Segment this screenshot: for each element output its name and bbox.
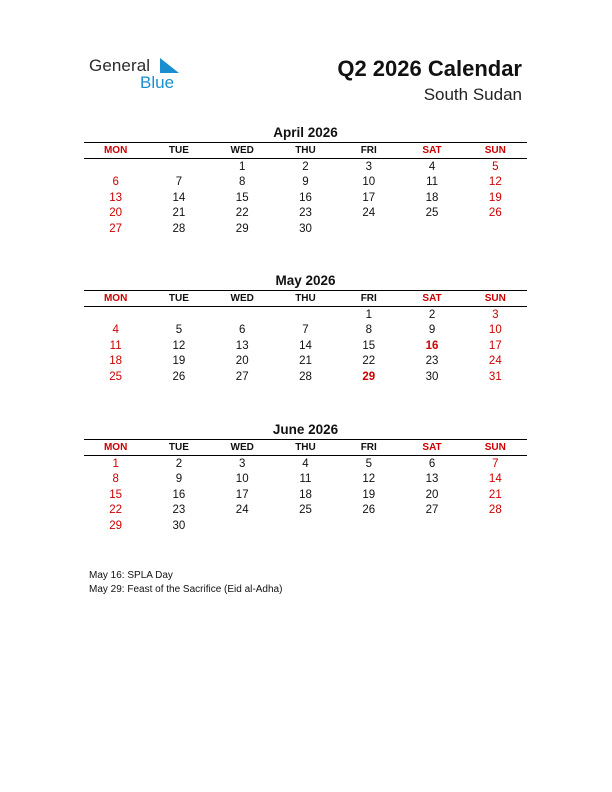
day-cell: 13 xyxy=(109,191,123,204)
day-cell: 2 xyxy=(428,308,436,321)
day-cell: 30 xyxy=(299,222,312,235)
day-cell: 7 xyxy=(492,457,499,470)
day-cell: 7 xyxy=(175,176,183,189)
day-cell: 11 xyxy=(426,176,439,189)
day-cell: 16 xyxy=(172,488,186,501)
month-block xyxy=(84,124,527,237)
week-row xyxy=(84,503,527,519)
week-row xyxy=(84,190,527,206)
day-cell: 23 xyxy=(172,504,186,517)
weekday-header: SUN xyxy=(484,442,506,453)
day-cell: 20 xyxy=(235,355,249,368)
weekday-header: FRI xyxy=(360,293,377,304)
day-cell: 14 xyxy=(299,339,312,352)
day-cell: 28 xyxy=(172,222,186,235)
weekday-header: WED xyxy=(230,145,254,156)
day-cell: 28 xyxy=(299,370,312,383)
weekday-header: TUE xyxy=(168,442,189,453)
day-cell: 21 xyxy=(299,355,312,368)
weekday-header: WED xyxy=(230,293,254,304)
page-title: Q2 2026 Calendar xyxy=(337,56,522,81)
day-cell: 21 xyxy=(172,207,186,220)
day-cell: 30 xyxy=(172,519,186,532)
weekday-header: SAT xyxy=(422,293,442,304)
day-cell: 15 xyxy=(235,191,249,204)
day-cell: 17 xyxy=(235,488,249,501)
weekday-header: THU xyxy=(295,145,316,156)
weekday-header: SAT xyxy=(422,145,442,156)
day-cell: 6 xyxy=(239,324,246,337)
weekday-header: WED xyxy=(230,442,254,453)
day-cell: 18 xyxy=(299,488,312,501)
day-cell: 1 xyxy=(112,457,119,470)
month-title: April 2026 xyxy=(273,125,338,140)
day-cell: 26 xyxy=(362,504,376,517)
day-cell: 7 xyxy=(302,324,309,337)
day-cell: 5 xyxy=(365,457,372,470)
day-cell: 18 xyxy=(425,191,439,204)
day-cell: 12 xyxy=(172,339,186,352)
day-cell: 22 xyxy=(362,355,376,368)
week-row xyxy=(84,206,527,222)
day-cell: 14 xyxy=(172,191,186,204)
day-cell: 12 xyxy=(488,176,502,189)
weekday-header: SUN xyxy=(484,293,506,304)
logo-word-general: General xyxy=(89,56,151,75)
day-cell: 4 xyxy=(112,324,119,337)
day-cell: 9 xyxy=(302,176,309,189)
week-row xyxy=(84,159,527,175)
week-row xyxy=(84,518,527,534)
day-cell: 22 xyxy=(109,504,123,517)
week-row xyxy=(84,323,527,339)
holiday-note: May 16: SPLA Day xyxy=(89,570,173,581)
weekday-header: THU xyxy=(295,442,316,453)
day-cell: 8 xyxy=(239,176,246,189)
month-block xyxy=(84,272,527,385)
day-cell: 10 xyxy=(362,176,376,189)
day-cell: 5 xyxy=(175,324,183,337)
weekday-header-row xyxy=(84,439,527,456)
day-cell: 30 xyxy=(425,370,439,383)
day-cell: 29 xyxy=(109,519,123,532)
day-cell: 27 xyxy=(425,504,439,517)
day-cell: 11 xyxy=(299,473,312,486)
day-cell: 26 xyxy=(488,207,502,220)
holiday-note: May 29: Feast of the Sacrifice (Eid al-Adha) xyxy=(89,584,283,595)
day-cell: 8 xyxy=(365,324,372,337)
day-cell: 15 xyxy=(362,339,376,352)
day-cell: 29 xyxy=(362,370,376,383)
day-cell: 13 xyxy=(235,339,249,352)
generalblue-logo xyxy=(89,56,189,96)
day-cell: 1 xyxy=(239,160,246,173)
day-cell: 3 xyxy=(239,457,246,470)
day-cell: 4 xyxy=(428,160,436,173)
weekday-header: SUN xyxy=(484,145,506,156)
day-cell: 15 xyxy=(109,488,123,501)
logo-word-blue: Blue xyxy=(140,73,175,92)
page-subtitle: South Sudan xyxy=(423,85,522,104)
day-cell: 2 xyxy=(302,160,309,173)
day-cell: 22 xyxy=(235,207,249,220)
day-cell: 16 xyxy=(299,191,312,204)
day-cell: 5 xyxy=(492,160,499,173)
day-cell: 18 xyxy=(109,355,123,368)
day-cell: 10 xyxy=(235,473,249,486)
day-cell: 29 xyxy=(235,222,249,235)
weekday-header: MON xyxy=(103,145,128,156)
day-cell: 9 xyxy=(175,473,183,486)
day-cell: 28 xyxy=(488,504,502,517)
day-cell: 6 xyxy=(112,176,119,189)
day-cell: 24 xyxy=(362,207,376,220)
week-row xyxy=(84,338,527,354)
holiday-notes xyxy=(89,569,282,597)
day-cell: 16 xyxy=(425,339,439,352)
day-cell: 3 xyxy=(365,160,372,173)
day-cell: 17 xyxy=(362,191,376,204)
day-cell: 1 xyxy=(365,308,372,321)
month-block xyxy=(84,421,527,534)
day-cell: 2 xyxy=(175,457,183,470)
day-cell: 26 xyxy=(172,370,186,383)
day-cell: 3 xyxy=(492,308,499,321)
week-row xyxy=(84,487,527,503)
day-cell: 14 xyxy=(488,473,502,486)
day-cell: 25 xyxy=(109,370,123,383)
day-cell: 23 xyxy=(425,355,439,368)
month-title: June 2026 xyxy=(272,422,339,437)
day-cell: 20 xyxy=(109,207,123,220)
week-row xyxy=(84,369,527,385)
day-cell: 21 xyxy=(488,488,502,501)
day-cell: 24 xyxy=(488,355,502,368)
logo-triangle-icon xyxy=(160,58,179,73)
day-cell: 6 xyxy=(428,457,436,470)
week-row xyxy=(84,472,527,488)
day-cell: 9 xyxy=(428,324,436,337)
day-cell: 25 xyxy=(425,207,439,220)
day-cell: 8 xyxy=(112,473,119,486)
day-cell: 17 xyxy=(488,339,502,352)
week-row xyxy=(84,221,527,237)
month-title: May 2026 xyxy=(275,273,336,288)
weekday-header: FRI xyxy=(360,145,377,156)
weekday-header: FRI xyxy=(360,442,377,453)
weekday-header: TUE xyxy=(168,145,189,156)
day-cell: 13 xyxy=(425,473,439,486)
week-row xyxy=(84,456,527,472)
day-cell: 24 xyxy=(235,504,249,517)
day-cell: 19 xyxy=(362,488,376,501)
day-cell: 11 xyxy=(109,339,122,352)
weekday-header-row xyxy=(84,142,527,159)
week-row xyxy=(84,354,527,370)
day-cell: 12 xyxy=(362,473,376,486)
weekday-header: MON xyxy=(103,442,128,453)
weekday-header-row xyxy=(84,290,527,307)
weekday-header: MON xyxy=(103,293,128,304)
day-cell: 23 xyxy=(299,207,312,220)
week-row xyxy=(84,175,527,191)
day-cell: 4 xyxy=(302,457,309,470)
day-cell: 19 xyxy=(172,355,186,368)
day-cell: 19 xyxy=(488,191,502,204)
weekday-header: TUE xyxy=(168,293,189,304)
day-cell: 31 xyxy=(488,370,502,383)
day-cell: 20 xyxy=(425,488,439,501)
weekday-header: SAT xyxy=(422,442,442,453)
day-cell: 27 xyxy=(109,222,123,235)
weekday-header: THU xyxy=(295,293,316,304)
week-row xyxy=(84,307,527,323)
day-cell: 25 xyxy=(299,504,312,517)
day-cell: 10 xyxy=(488,324,502,337)
day-cell: 27 xyxy=(235,370,249,383)
